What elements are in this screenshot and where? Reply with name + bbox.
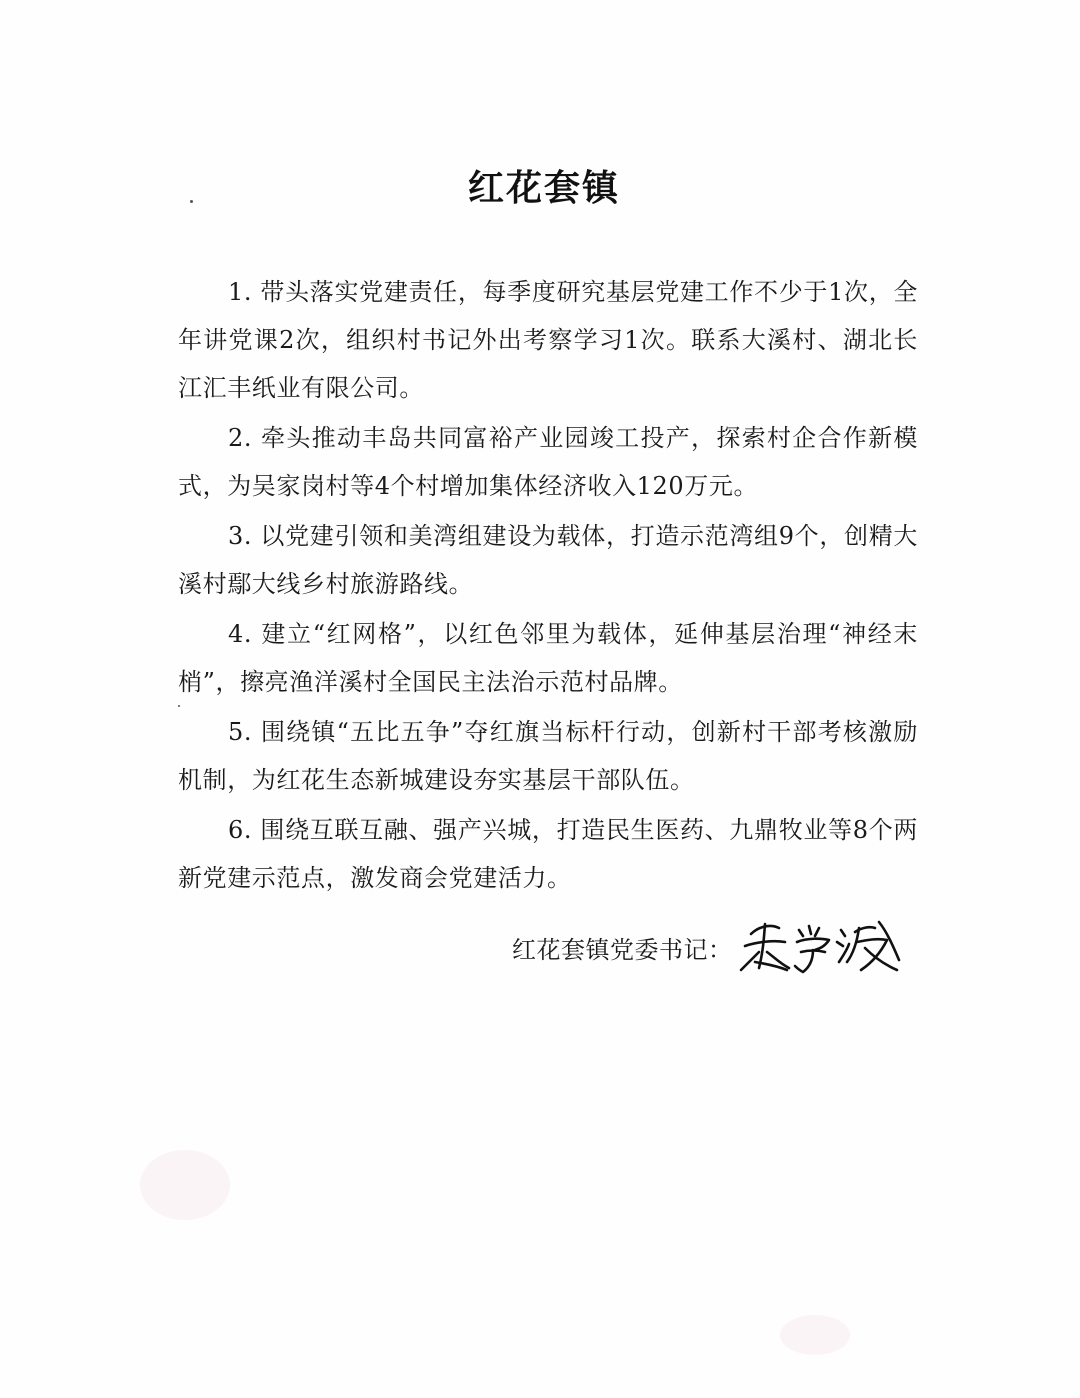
paragraph-4: 4. 建立“红网格”，以红色邻里为载体，延伸基层治理“神经末梢”，擦亮渔洋溪村全国民主法治示范村品牌。 bbox=[178, 620, 918, 696]
document-title: 红花套镇 bbox=[467, 167, 620, 209]
paragraph-6: 6. 围绕互联互融、强产兴城，打造民生医药、九鼎牧业等8个两新党建示范点，激发商会党建活力。 bbox=[178, 816, 918, 892]
paper-stain bbox=[780, 1315, 850, 1355]
document-body bbox=[178, 268, 918, 904]
paper-stain bbox=[140, 1150, 230, 1220]
paragraph-5: 5. 围绕镇“五比五争”夺红旗当标杆行动，创新村干部考核激励机制，为红花生态新城建设夯实基层干部队伍。 bbox=[178, 718, 918, 794]
signature-label: 红花套镇党委书记： bbox=[512, 935, 733, 964]
handwritten-signature bbox=[737, 912, 907, 982]
signature-block bbox=[512, 912, 907, 982]
paragraph-1: 1. 带头落实党建责任，每季度研究基层党建工作不少于1次，全年讲党课2次，组织村书记外出考察学习1次。联系大溪村、湖北长江汇丰纸业有限公司。 bbox=[178, 278, 918, 402]
paragraph-3: 3. 以党建引领和美湾组建设为载体，打造示范湾组9个，创精大溪村鄢大线乡村旅游路线。 bbox=[178, 522, 918, 598]
paragraph-2: 2. 牵头推动丰岛共同富裕产业园竣工投产，探索村企合作新模式，为吴家岗村等4个村增加集体经济收入120万元。 bbox=[178, 424, 918, 500]
